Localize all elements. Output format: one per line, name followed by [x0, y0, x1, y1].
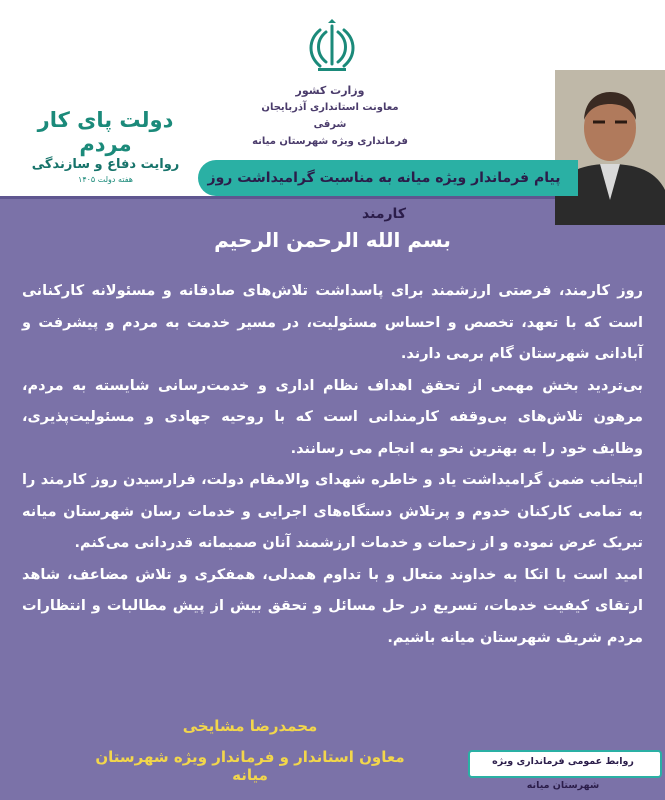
slogan-subtitle: روایت دفاع و سازندگی — [31, 157, 180, 172]
title-banner-text: پیام فرماندار ویژه میانه به مناسبت گرامیداشت روز کارمند — [207, 170, 561, 222]
paragraph-1: روز کارمند، فرصتی ارزشمند برای پاسداشت تلاش‌های صادقانه و مسئولانه کارکنانی است که با تعهد، تخصص و احساس مسئولیت، در مسیر خدمت به مردم و پیشرفت و آبادانی شهرستان گام برمی دارند. — [22, 283, 643, 362]
signature-title: معاون استاندار و فرماندار ویژه شهرستان میانه — [95, 748, 405, 784]
slogan-week: هفته دولت ۱۴۰۵ — [78, 175, 133, 184]
public-relations-label: روابط عمومی فرمانداری ویژه شهرستان میانه — [492, 756, 634, 791]
paragraph-2: بی‌تردید بخش مهمی از تحقق اهداف نظام اداری و خدمت‌رسانی شایسته به مردم، مرهون تلاش‌های بی‌وقفه کارمندانی است که با روحیه جهادی و مسئولیت‌پذیری، وظایف خود را به بهترین نحو به انجام می رسانند. — [22, 377, 643, 457]
ministry-line-3: فرمانداری ویژه شهرستان میانه — [252, 136, 408, 147]
signature-name: محمدرضا مشایخی — [182, 717, 318, 735]
slogan-logo — [18, 108, 193, 186]
governor-portrait — [555, 70, 665, 225]
ministry-line-1: وزارت کشور — [295, 84, 365, 97]
paragraph-4: امید است با اتکا به خداوند متعال و با تداوم همدلی، همفکری و تلاش مضاعف، شاهد ارتقای کیفیت خدمات، تسریع در حل مسائل و تحقق بیش از پیش مطالبات و انتظارات مردم شریف شهرستان میانه باشیم. — [22, 566, 643, 646]
ministry-line-2: معاونت استانداری آذربایجان شرقی — [261, 102, 399, 130]
message-body — [22, 276, 643, 654]
slogan-title: دولت پای کار مردم — [37, 108, 174, 156]
basmala: بسم الله الرحمن الرحیم — [214, 228, 451, 252]
paragraph-3: اینجانب ضمن گرامیداشت یاد و خاطره شهدای والامقام دولت، فرارسیدن روز کارمند را به تمامی کارکنان خدوم و پرتلاش دستگاه‌های اجرایی و خدمات رسان شهرستان میانه تبریک عرض نموده و از زحمات و خدمات ارزشمند آنان صمیمانه قدردانی می‌کنم. — [22, 472, 643, 551]
iran-emblem-icon — [304, 18, 360, 74]
ministry-block — [250, 82, 410, 150]
